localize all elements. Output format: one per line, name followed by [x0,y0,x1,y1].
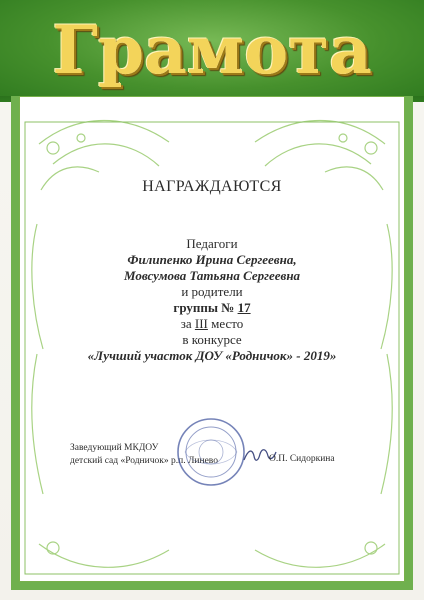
position-line-2: детский сад «Родничок» р.п. Линево [70,456,218,466]
position-line-1: Заведующий МКДОУ [70,443,159,453]
and-parents-line: и родители [181,284,243,299]
place-number: III [194,316,208,331]
place-prefix: за [180,316,192,331]
contest-name: «Лучший участок ДОУ «Родничок» - 2019» [87,348,337,363]
group-number: 17 [237,300,251,315]
contest-prefix: в конкурсе [182,332,242,347]
award-heading: НАГРАЖДАЮТСЯ [142,178,282,195]
group-line [24,300,400,316]
recipient-1: Филипенко Ирина Сергеевна, [127,252,297,267]
recipient-2: Мовсумова Татьяна Сергеевна [123,268,301,283]
certificate-title: Грамота [52,11,372,89]
recipients-intro: Педагоги [186,236,238,251]
certificate-body [24,178,400,364]
place-suffix: место [211,316,244,331]
round-seal-icon [175,416,247,488]
signer-name: О.П. Сидоркина [269,454,335,464]
place-line [24,316,400,332]
group-prefix: группы № [173,300,235,315]
